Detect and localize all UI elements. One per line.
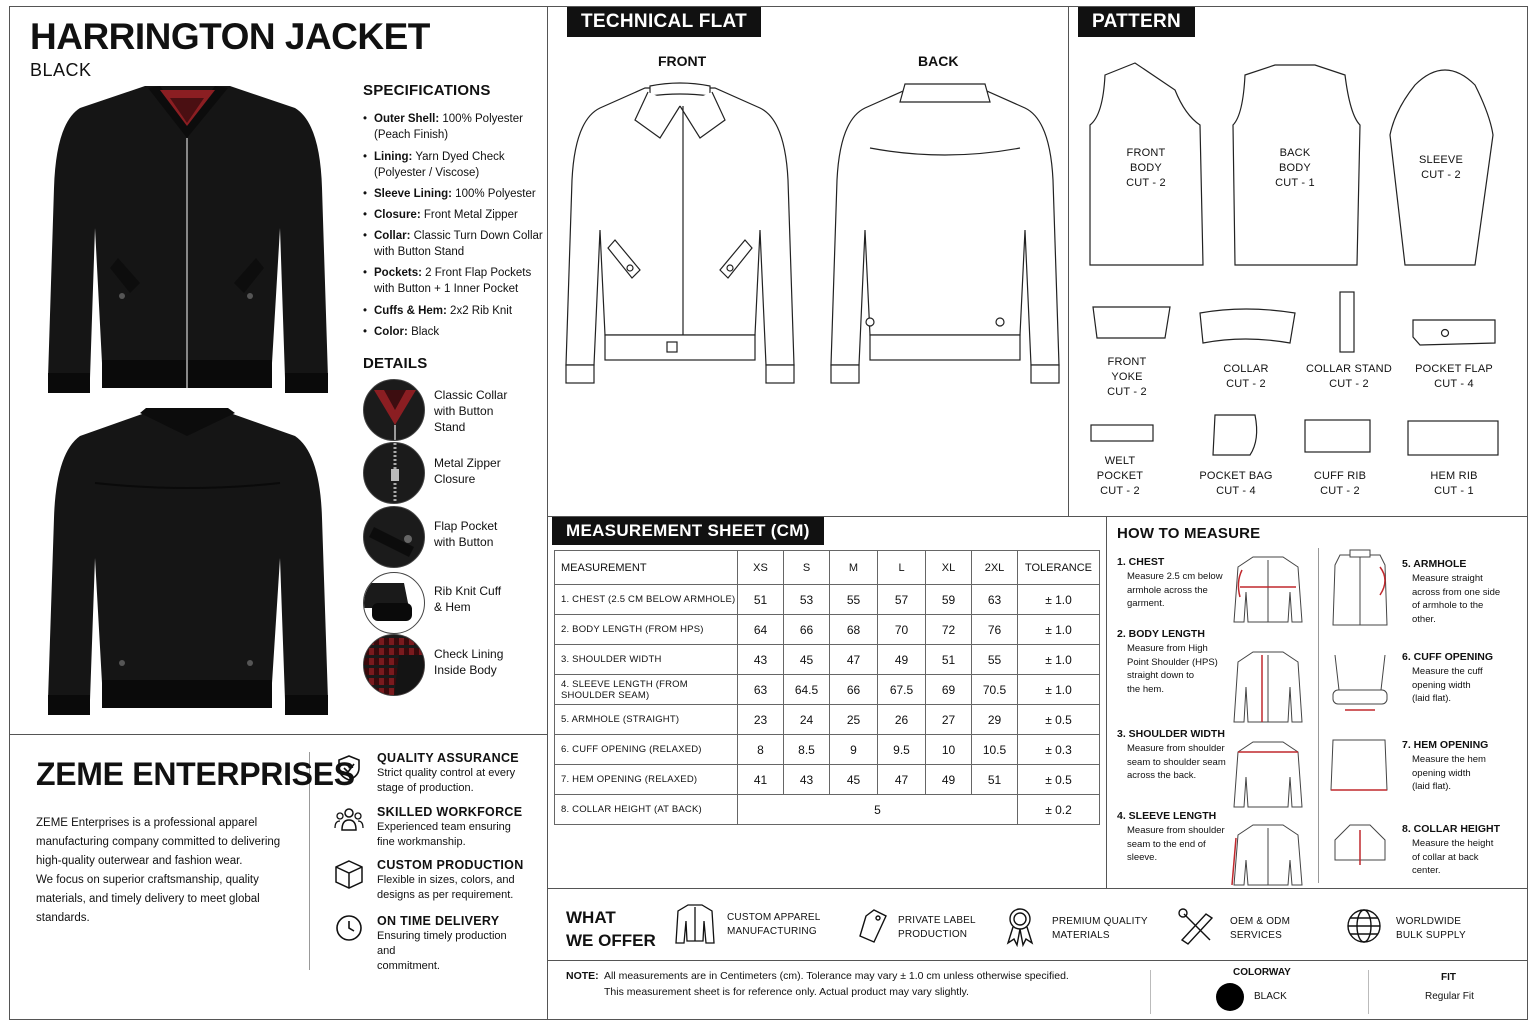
measure-step-title: 7. HEM OPENING <box>1402 739 1489 751</box>
about-line: standards. <box>36 912 90 924</box>
table-cell: 27 <box>926 705 972 735</box>
pattern-label: POCKET BAG CUT - 4 <box>1199 470 1273 497</box>
measure-step-title: 3. SHOULDER WIDTH <box>1117 728 1225 740</box>
feature-title: ON TIME DELIVERY <box>377 914 500 928</box>
column-header: MEASUREMENT <box>555 551 738 585</box>
measure-step-desc: Measure from High Point Shoulder (HPS) straight down to the hem. <box>1127 643 1218 695</box>
about-line: manufacturing company committed to delivering <box>36 836 281 848</box>
pattern-label: SLEEVE CUT - 2 <box>1418 154 1463 181</box>
table-cell: 45 <box>830 765 878 795</box>
detail-text: Classic Collar with Button Stand <box>434 388 508 434</box>
measure-step-title: 4. SLEEVE LENGTH <box>1117 810 1217 822</box>
table-cell: 26 <box>878 705 926 735</box>
technical-flat-title: TECHNICAL FLAT <box>567 7 761 37</box>
technical-flat-front <box>560 80 800 390</box>
specifications-title: SPECIFICATIONS <box>363 82 491 99</box>
table-cell: 51 <box>738 585 784 615</box>
about-line: materials, and timely delivery to meet global <box>36 893 260 905</box>
detail-lining-image <box>363 634 425 696</box>
table-cell: 23 <box>738 705 784 735</box>
tolerance-cell: ± 0.5 <box>1018 765 1100 795</box>
detail-pocket-image <box>363 506 425 568</box>
measure-step-title: 5. ARMHOLE <box>1402 558 1467 570</box>
jacket-icon <box>674 901 716 947</box>
table-cell: 69 <box>926 675 972 705</box>
divider <box>1368 970 1369 1014</box>
table-cell: 51 <box>926 645 972 675</box>
tolerance-cell: ± 0.5 <box>1018 705 1100 735</box>
pattern-label: WELT POCKET CUT - 2 <box>1096 455 1144 497</box>
tolerance-cell: ± 1.0 <box>1018 615 1100 645</box>
divider <box>547 960 1528 961</box>
measure-step-desc: Measure the hem opening width (laid flat). <box>1412 754 1486 792</box>
offer-item: PREMIUM QUALITY MATERIALS <box>1052 916 1148 941</box>
feature-desc: Flexible in sizes, colors, and designs as per requirement. <box>377 874 515 901</box>
feature-desc: Experienced team ensuring fine workmanship. <box>377 821 511 848</box>
offer-item: CUSTOM APPAREL MANUFACTURING <box>727 912 821 937</box>
table-cell: 10.5 <box>972 735 1018 765</box>
table-cell: 63 <box>738 675 784 705</box>
measurement-name: 1. CHEST (2.5 CM BELOW ARMHOLE) <box>555 585 738 615</box>
how-to-measure-title: HOW TO MEASURE <box>1117 525 1261 542</box>
detail-text: Flap Pocket with Button <box>434 519 498 549</box>
fit-value: Regular Fit <box>1425 991 1474 1002</box>
measure-step-desc: Measure from shoulder seam to shoulder seam across the back. <box>1127 743 1226 781</box>
clock-icon <box>335 914 363 942</box>
table-header-row <box>555 551 1100 585</box>
column-header: M <box>830 551 878 585</box>
tolerance-cell: ± 1.0 <box>1018 645 1100 675</box>
offer-item: OEM & ODM SERVICES <box>1230 916 1291 941</box>
how-to-measure-diagrams-left <box>1228 552 1308 888</box>
table-cell: 25 <box>830 705 878 735</box>
tolerance-cell: ± 0.2 <box>1018 795 1100 825</box>
table-cell: 64 <box>738 615 784 645</box>
spec-item: • Sleeve Lining: 100% Polyester <box>374 186 549 202</box>
measurement-name: 5. ARMHOLE (STRAIGHT) <box>555 705 738 735</box>
tolerance-cell: ± 1.0 <box>1018 675 1100 705</box>
badge-icon <box>1002 903 1038 947</box>
table-cell: 49 <box>926 765 972 795</box>
how-to-measure-diagrams-right <box>1325 545 1395 885</box>
measure-step-title: 6. CUFF OPENING <box>1402 651 1494 663</box>
tolerance-cell: ± 1.0 <box>1018 585 1100 615</box>
product-color: BLACK <box>30 60 92 80</box>
offer-item: WORLDWIDE BULK SUPPLY <box>1396 916 1466 941</box>
back-label: BACK <box>918 53 959 69</box>
table-cell: 59 <box>926 585 972 615</box>
spec-item: • Lining: Yarn Dyed Check (Polyester / Viscose) <box>374 149 549 181</box>
pattern-label: HEM RIB CUT - 1 <box>1430 470 1478 497</box>
table-row <box>555 765 1100 795</box>
divider <box>1318 548 1319 883</box>
table-row <box>555 795 1100 825</box>
table-cell: 72 <box>926 615 972 645</box>
company-name: ZEME ENTERPRISES <box>36 756 355 792</box>
table-cell: 47 <box>878 765 926 795</box>
colorway-swatch <box>1216 983 1244 1011</box>
table-row <box>555 585 1100 615</box>
jacket-front-photo <box>40 78 335 398</box>
jacket-back-photo <box>40 408 335 720</box>
table-cell: 9 <box>830 735 878 765</box>
note-line-2: This measurement sheet is for reference only. Actual product may vary slightly. <box>604 986 969 998</box>
detail-zipper-image <box>363 442 425 504</box>
table-cell: 49 <box>878 645 926 675</box>
table-cell: 9.5 <box>878 735 926 765</box>
pattern-label: COLLAR STAND CUT - 2 <box>1306 363 1392 390</box>
table-cell: 76 <box>972 615 1018 645</box>
column-header: TOLERANCE <box>1018 551 1100 585</box>
table-row <box>555 735 1100 765</box>
measurement-name: 6. CUFF OPENING (RELAXED) <box>555 735 738 765</box>
detail-text: Check Lining Inside Body <box>434 647 504 677</box>
table-row <box>555 675 1100 705</box>
tag-icon <box>854 906 890 946</box>
feature-title: QUALITY ASSURANCE <box>377 751 519 765</box>
offer-title: WHAT WE OFFER <box>566 908 656 950</box>
spec-item: • Outer Shell: 100% Polyester (Peach Finish) <box>374 111 549 143</box>
measurement-table <box>554 550 1100 825</box>
table-row <box>555 615 1100 645</box>
column-header: XS <box>738 551 784 585</box>
measure-step-desc: Measure the cuff opening width (laid flat). <box>1412 666 1483 704</box>
detail-text: Metal Zipper Closure <box>434 456 501 486</box>
detail-text: Rib Knit Cuff & Hem <box>434 584 502 614</box>
column-header: S <box>784 551 830 585</box>
workforce-icon <box>334 806 364 832</box>
measurement-name: 3. SHOULDER WIDTH <box>555 645 738 675</box>
feature-title: CUSTOM PRODUCTION <box>377 858 524 872</box>
divider <box>1068 6 1069 516</box>
about-line: high-quality outerwear and fashion wear. <box>36 855 243 867</box>
offer-item: PRIVATE LABEL PRODUCTION <box>898 915 976 940</box>
detail-rib-image <box>363 572 425 634</box>
note-line-1: All measurements are in Centimeters (cm). Tolerance may vary ± 1.0 cm unless otherwise specified. <box>604 970 1069 982</box>
spec-item: • Color: Black <box>374 324 549 340</box>
colorway-title: COLORWAY <box>1233 967 1291 978</box>
globe-icon <box>1344 906 1384 946</box>
table-cell: 70.5 <box>972 675 1018 705</box>
table-cell: 8.5 <box>784 735 830 765</box>
measure-step-title: 8. COLLAR HEIGHT <box>1402 823 1501 835</box>
tools-icon <box>1176 906 1216 946</box>
pattern-label: FRONT BODY CUT - 2 <box>1126 147 1166 189</box>
table-cell: 64.5 <box>784 675 830 705</box>
table-row <box>555 645 1100 675</box>
column-header: 2XL <box>972 551 1018 585</box>
measure-step-desc: Measure straight across from one side of armhole to the other. <box>1412 573 1501 625</box>
measure-step-desc: Measure 2.5 cm below armhole across the garment. <box>1127 571 1223 609</box>
table-cell: 24 <box>784 705 830 735</box>
measure-step-title: 2. BODY LENGTH <box>1117 628 1205 640</box>
pattern-label: COLLAR CUT - 2 <box>1223 363 1269 390</box>
table-cell: 70 <box>878 615 926 645</box>
table-cell: 8 <box>738 735 784 765</box>
pattern-label: BACK BODY CUT - 1 <box>1275 147 1315 189</box>
pattern-title: PATTERN <box>1078 7 1195 37</box>
pattern-label: CUFF RIB CUT - 2 <box>1313 470 1367 497</box>
measure-step-title: 1. CHEST <box>1117 556 1165 568</box>
measure-step-desc: Measure the height of collar at back center. <box>1412 838 1494 876</box>
measurement-name: 4. SLEEVE LENGTH (FROM SHOULDER SEAM) <box>555 675 738 705</box>
measurement-name: 7. HEM OPENING (RELAXED) <box>555 765 738 795</box>
table-cell: 66 <box>830 675 878 705</box>
about-line: We focus on superior craftsmanship, quality <box>36 874 259 886</box>
fit-title: FIT <box>1441 972 1456 983</box>
feature-desc: Strict quality control at every stage of production. <box>377 767 516 794</box>
pattern-label: POCKET FLAP CUT - 4 <box>1415 363 1493 390</box>
table-cell: 55 <box>830 585 878 615</box>
feature-desc: Ensuring timely production and commitment. <box>377 930 507 972</box>
note-label: NOTE: <box>566 970 599 982</box>
spec-item: • Closure: Front Metal Zipper <box>374 207 549 223</box>
details-title: DETAILS <box>363 355 428 372</box>
divider <box>547 888 1528 889</box>
colorway-name: BLACK <box>1254 991 1287 1002</box>
technical-flat-back <box>825 80 1065 390</box>
table-cell: 57 <box>878 585 926 615</box>
table-cell: 47 <box>830 645 878 675</box>
spec-item: • Collar: Classic Turn Down Collar with Button Stand <box>374 228 549 260</box>
shield-check-icon <box>336 754 362 782</box>
table-cell: 63 <box>972 585 1018 615</box>
measurement-name: 8. COLLAR HEIGHT (AT BACK) <box>555 795 738 825</box>
divider <box>1106 516 1107 888</box>
divider <box>9 734 547 735</box>
column-header: L <box>878 551 926 585</box>
table-cell: 67.5 <box>878 675 926 705</box>
table-row <box>555 705 1100 735</box>
table-cell: 10 <box>926 735 972 765</box>
spec-item: • Pockets: 2 Front Flap Pockets with Button + 1 Inner Pocket <box>374 265 549 297</box>
table-cell: 53 <box>784 585 830 615</box>
spec-item: • Cuffs & Hem: 2x2 Rib Knit <box>374 303 549 319</box>
table-cell: 29 <box>972 705 1018 735</box>
detail-collar-image <box>363 379 425 441</box>
pattern-label: FRONT YOKE CUT - 2 <box>1107 356 1147 398</box>
table-cell: 45 <box>784 645 830 675</box>
table-cell: 41 <box>738 765 784 795</box>
column-header: XL <box>926 551 972 585</box>
measure-step-desc: Measure from shoulder seam to the end of sleeve. <box>1127 825 1225 863</box>
feature-title: SKILLED WORKFORCE <box>377 805 523 819</box>
measurement-name: 2. BODY LENGTH (FROM HPS) <box>555 615 738 645</box>
table-cell: 43 <box>738 645 784 675</box>
company-about <box>36 814 280 928</box>
tolerance-cell: ± 0.3 <box>1018 735 1100 765</box>
front-label: FRONT <box>658 53 707 69</box>
table-cell: 55 <box>972 645 1018 675</box>
pattern-pieces <box>1085 55 1505 505</box>
divider <box>1150 970 1151 1014</box>
box-icon <box>334 858 364 890</box>
table-cell: 43 <box>784 765 830 795</box>
measurement-title: MEASUREMENT SHEET (CM) <box>552 517 824 545</box>
about-line: ZEME Enterprises is a professional apparel <box>36 817 258 829</box>
table-cell: 66 <box>784 615 830 645</box>
product-title: HARRINGTON JACKET <box>30 16 430 57</box>
table-cell: 68 <box>830 615 878 645</box>
table-cell: 5 <box>738 795 1018 825</box>
table-cell: 51 <box>972 765 1018 795</box>
